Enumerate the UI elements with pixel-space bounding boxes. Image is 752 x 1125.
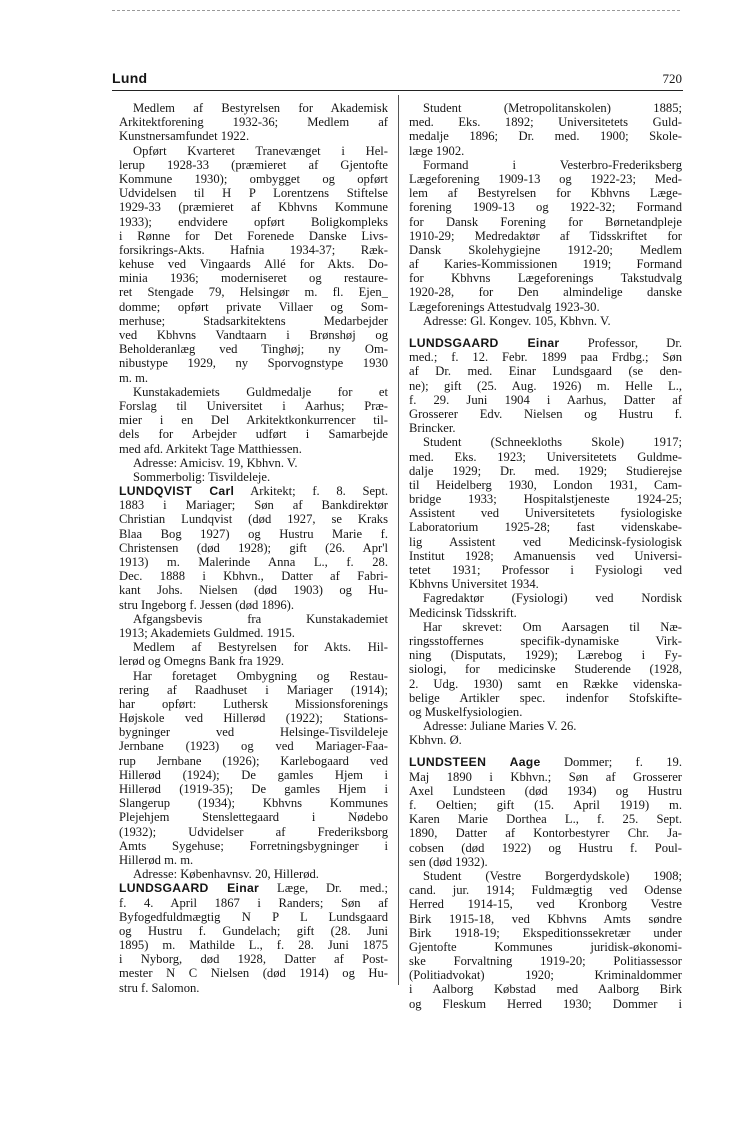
text-line: 1933); endvidere opført Boligkompleks	[119, 214, 388, 229]
entry-heading-line	[409, 755, 682, 769]
text-line: Kunstnersamfundet 1922.	[119, 129, 250, 144]
text-line: domme; opført private Villaer og Som-	[119, 299, 388, 314]
text-line: Birk 1918-19; Ekspeditionssekretær under	[409, 925, 682, 940]
text-line: til Heidelberg 1930, London 1931, Cam-	[409, 477, 682, 492]
text-line: 1929-33 (præmieret af Kbhvns Kommune	[119, 200, 388, 215]
text-line: Kbhvn. Ø.	[409, 733, 462, 748]
text-line: 2. Udg. 1930) samt en Række videnska-	[409, 676, 682, 691]
text-line: ning (Disputats, 1929); Lærebog i Fy-	[409, 648, 682, 663]
text-line: cand. jur. 1914; Fuldmægtig ved Odense	[409, 883, 682, 898]
text-line: ne); gift (25. Aug. 1926) m. Helle L.,	[409, 378, 682, 393]
entry-text: Læge, Dr. med.;	[277, 881, 388, 896]
text-line: 1890, Datter af Kontorbestyrer Chr. Ja-	[409, 826, 682, 841]
text-line: Student (Vestre Borgerdydskole) 1908;	[423, 868, 682, 883]
text-line: Slangerup (1934); Kbhvns Kommunes	[119, 796, 388, 811]
text-line: Karen Marie Dorthea L., f. 25. Sept.	[409, 812, 682, 827]
text-line: Hillerød (1924); De gamles Hjem i	[119, 767, 388, 782]
text-line: Birk 1915-18, ved Kbhvns Amts søndre	[409, 911, 682, 926]
entry-text: Arkitekt; f. 8. Sept.	[250, 484, 388, 499]
text-line: lem af Bestyrelsen for Kbhvns Læge-	[409, 186, 682, 201]
page-number: 720	[662, 71, 682, 86]
text-line: og Fleskum Herred 1930; Dommer i	[409, 996, 682, 1011]
text-line: af Karies-Kommissionen 1919; Formand	[409, 257, 682, 272]
entry-text: Professor, Dr.	[587, 336, 682, 350]
entry-name: LUNDSGAARD Einar	[409, 336, 560, 350]
text-line: Grosserer Edv. Nielsen og Hustru f.	[409, 406, 682, 421]
text-line: Hillerød (1919-35); De gamles Hjem i	[119, 782, 388, 796]
text-line: Har skrevet: Om Aarsagen til Næ-	[423, 619, 682, 634]
text-line: i Nyborg, død 1928, Datter af Post-	[119, 952, 388, 967]
header-rule	[112, 90, 683, 91]
text-line: (1932); Udvidelser af Frederiksborg	[119, 824, 388, 839]
text-line: ret Stengade 79, Helsingør m. fl. Ejen_	[119, 285, 388, 300]
top-border-rule	[112, 10, 680, 11]
text-line: Student (Schneekloths Skole) 1917;	[423, 435, 682, 450]
text-line: 1913; Akademiets Guldmed. 1915.	[119, 625, 295, 640]
text-line	[409, 747, 682, 755]
text-line: mier i en Del Arkitektkonkurrencer til-	[119, 413, 388, 428]
text-line: minia 1936; moderniseret og restaure-	[119, 271, 388, 286]
text-line: Lægeforening 1909-13 og 1922-23; Med-	[409, 171, 682, 186]
text-line: siologi, for medicinske Studerende (1928,	[409, 662, 682, 677]
text-line: i Rønne for Det Forenede Danske Livs-	[119, 228, 388, 243]
text-line: Kunstakademiets Guldmedalje for et	[133, 384, 388, 399]
entry-heading-line	[119, 484, 388, 498]
text-line: ske Forvaltning 1919-20; Politiassessor	[409, 954, 682, 969]
text-line: Christensen (død 1928); gift (26. Apr'l	[119, 540, 388, 555]
text-line: Byfogedfuldmægtig N P L Lundsgaard	[119, 909, 388, 924]
text-line: Lægeforenings Attestudvalg 1923-30.	[409, 299, 600, 314]
right-column	[409, 101, 682, 1011]
text-line: Christian Lundqvist (død 1927, se Kraks	[119, 512, 388, 527]
text-line: 1913) m. Malerinde Anna L., f. 28.	[119, 555, 388, 569]
text-line: Assistent ved Universitetets fysiologiske	[409, 506, 682, 521]
text-line: dalje 1929; Dr. med. 1929; Studierejse	[409, 463, 682, 478]
text-line	[409, 328, 682, 336]
text-line: medalje 1896; Dr. med. 1900; Skole-	[409, 129, 682, 144]
text-line: Udvidelsen til H P Lorentzens Stiftelse	[119, 186, 388, 201]
text-line: Afgangsbevis fra Kunstakademiet	[133, 611, 388, 626]
text-line: rup Jernbane (1926); Karlebogaard ved	[119, 753, 388, 768]
text-line: forsikrings-Akts. Hafnia 1934-37; Ræk-	[119, 242, 388, 257]
text-line: Har foretaget Ombygning og Restau-	[133, 668, 388, 683]
text-line: Adresse: Københavnsv. 20, Hillerød.	[133, 867, 319, 882]
entry-heading-line	[409, 336, 682, 350]
text-line: Adresse: Gl. Kongev. 105, Kbhvn. V.	[423, 313, 611, 328]
text-line: belige Artikler spec. indenfor Stofskifte-	[409, 690, 682, 705]
text-line: mester N C Nielsen (død 1914) og Hu-	[119, 966, 388, 981]
text-line: m. m.	[119, 370, 149, 385]
text-line: Institut 1928; Amanuensis ved Universi-	[409, 548, 682, 563]
entry-name: LUNDSGAARD Einar	[119, 881, 260, 896]
text-line: 1910-29; Medredaktør af Tidsskriftet for	[409, 228, 682, 243]
text-line: Opført Kvarteret Tranevænget i Hel-	[133, 143, 388, 158]
text-line: Laboratorium 1925-28; fast videnskabe-	[409, 520, 682, 535]
text-line: Sommerbolig: Tisvildeleje.	[133, 469, 271, 484]
text-line: med. Eks. 1923; Universitetets Guldme-	[409, 449, 682, 464]
text-line: Medicinsk Tidsskrift.	[409, 605, 517, 620]
text-line: forening 1909-13 og 1922-32; Formand	[409, 200, 682, 215]
running-head: Lund	[112, 70, 148, 86]
text-line: kant Johs. Nielsen (død 1903) og Hu-	[119, 583, 388, 598]
entry-name: LUNDSTEEN Aage	[409, 755, 541, 770]
text-line: og Hustru f. Gundelach; gift (28. Juni	[119, 923, 388, 938]
text-line: Forslag til Universitet i Aarhus; Præ-	[119, 398, 388, 413]
text-line: f. Oeltien; gift (15. April 1919) m.	[409, 798, 682, 812]
text-line: Formand i Vesterbro-Frederiksberg	[423, 157, 682, 172]
text-line: Student (Metropolitanskolen) 1885;	[423, 101, 682, 115]
text-line: rering af Raadhuset i Mariager (1914);	[119, 682, 388, 697]
text-line: ringsstoffernes specifik-dynamiske Virk-	[409, 633, 682, 648]
text-line: Kommune 1930); ombygget og opført	[119, 171, 388, 186]
text-line: merhuse; Stadsarkitektens Medarbejder	[119, 313, 388, 328]
text-line: stru f. Salomon.	[119, 980, 200, 995]
text-line: f. 4. April 1867 i Randers; Søn af	[119, 895, 388, 910]
text-line: tetet 1931; Professor i Fysiologi ved	[409, 563, 682, 577]
text-line: Plejehjem Stenslettegaard i Nødebo	[119, 810, 388, 825]
text-line: Dec. 1888 i Kbhvn., Datter af Fabri-	[119, 569, 388, 584]
entry-text: Dommer; f. 19.	[563, 755, 682, 770]
text-line: Jernbane (1923) og ved Mariager-Faa-	[119, 739, 388, 754]
text-line: kehuse ved Vingaards Allé for Akts. Do-	[119, 257, 388, 272]
text-line: bridge 1933; Hospitalstjeneste 1924-25;	[409, 492, 682, 507]
text-line: af Dr. med. Einar Lundsgaard (se den-	[409, 364, 682, 379]
text-line: lig Assistent ved Medicinsk-fysiologisk	[409, 534, 682, 549]
text-line: stru Ingeborg f. Jessen (død 1896).	[119, 597, 295, 612]
text-line: dels for Arbejder udført i Samarbejde	[119, 427, 388, 442]
text-line: 1895) m. Mathilde L., f. 28. Juni 1875	[119, 938, 388, 953]
text-line: med. Eks. 1892; Universitetets Guld-	[409, 115, 682, 130]
text-line: Højskole ved Hillerød (1922); Stations-	[119, 711, 388, 726]
text-line: Blaa Bog 1927) og Hustru Marie f.	[119, 526, 388, 541]
left-column	[119, 101, 388, 995]
text-line: nibustype 1929, ny Sporvognstype 1930	[119, 356, 388, 371]
text-line: i Aalborg Købstad med Aalborg Birk	[409, 982, 682, 997]
text-line: f. 29. Juni 1904 i Aarhus, Datter af	[409, 392, 682, 407]
text-line: for Kbhvns Lægeforenings Takstudvalg	[409, 271, 682, 286]
entry-name: LUNDQVIST Carl	[119, 484, 235, 499]
text-line: lerup 1928-33 (præmieret af Gjentofte	[119, 157, 388, 172]
text-line: 1920-28, for Den almindelige danske	[409, 285, 682, 300]
text-line: Axel Lundsteen (død 1934) og Hustru	[409, 783, 682, 798]
text-line: cobsen (død 1922) og Hustru f. Poul-	[409, 840, 682, 855]
text-line: Medlem af Bestyrelsen for Akademisk	[133, 101, 388, 115]
entry-heading-line	[119, 881, 388, 895]
text-line: Adresse: Juliane Maries V. 26.	[423, 719, 577, 734]
text-line: for Dansk Forening for Børnetandpleje	[409, 214, 682, 229]
text-line: og Muskelfysiologien.	[409, 704, 523, 719]
text-line: 1883 i Mariager; Søn af Bankdirektør	[119, 498, 388, 513]
text-line: (Politiadvokat) 1920; Kriminaldommer	[409, 968, 682, 983]
text-line: sen (død 1932).	[409, 854, 488, 869]
text-line: Kbhvns Universitet 1934.	[409, 577, 539, 592]
text-line: Adresse: Amicisv. 19, Kbhvn. V.	[133, 455, 298, 470]
text-line: ved Kbhvns Vandtaarn i Brønshøj og	[119, 328, 388, 342]
text-line: med afd. Arkitekt Tage Matthiessen.	[119, 441, 302, 456]
text-line: Dansk Skolehygiejne 1912-20; Medlem	[409, 242, 682, 257]
text-line: Herred 1914-15, ved Kronborg Vestre	[409, 897, 682, 912]
text-line: Amts Sygehuse; Forretningsbygninger i	[119, 838, 388, 853]
text-line: Hillerød m. m.	[119, 852, 194, 867]
page-header	[112, 70, 682, 88]
text-line: Brincker.	[409, 421, 456, 436]
text-line: Arkitektforening 1932-36; Medlem af	[119, 115, 388, 130]
text-line: har opført: Luthersk Missionsforenings	[119, 696, 388, 711]
text-line: læge 1902.	[409, 143, 465, 158]
text-line: bygninger ved Helsinge-Tisvildeleje	[119, 725, 388, 740]
text-line: Medlem af Bestyrelsen for Akts. Hil-	[133, 640, 388, 655]
text-line: Gjentofte Kommunes juridisk-økonomi-	[409, 939, 682, 954]
text-line: Beholderanlæg ved Tinghøj; ny Om-	[119, 342, 388, 357]
text-line: med.; f. 12. Febr. 1899 paa Frdbg.; Søn	[409, 350, 682, 365]
text-line: Fagredaktør (Fysiologi) ved Nordisk	[423, 591, 682, 606]
text-line: lerød og Omegns Bank fra 1929.	[119, 654, 285, 669]
text-line: Maj 1890 i Kbhvn.; Søn af Grosserer	[409, 769, 682, 784]
column-divider	[398, 95, 399, 985]
